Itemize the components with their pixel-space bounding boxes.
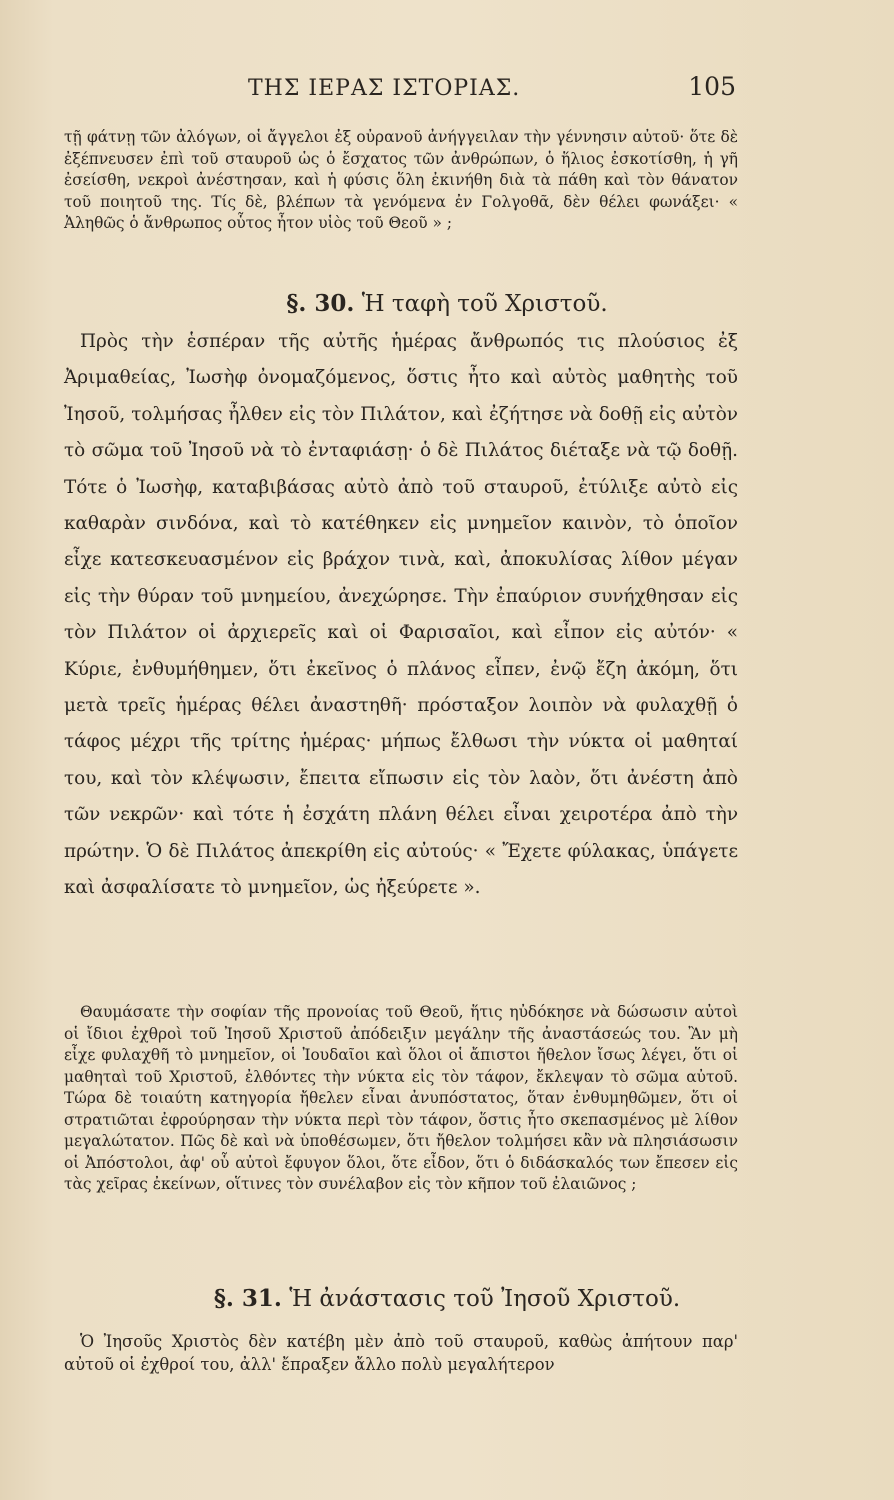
- section-30-title: Ἡ ταφὴ τοῦ Χριστοῦ.: [361, 291, 608, 317]
- section-31-number: §. 31.: [213, 1285, 282, 1312]
- section-30-note-block: [64, 1002, 738, 1196]
- section-31-body-block: [64, 1330, 738, 1376]
- page-number: 105: [688, 72, 736, 101]
- section-30-body-block: [64, 324, 738, 907]
- top-paragraph-block: [64, 127, 738, 235]
- top-paragraph: τῇ φάτνῃ τῶν ἀλόγων, οἱ ἄγγελοι ἐξ οὐρανοῦ ἀνήγγειλαν τὴν γέννησιν αὐτοῦ· ὅτε δὲ ἐξέπνευσεν ἐπὶ τοῦ σταυροῦ ὡς ὁ ἔσχατος τῶν ἀνθρώπων, ὁ ἥλιος ἐσκοτίσθη, ἡ γῆ ἐσείσθη, νεκροὶ ἀνέστησαν, καὶ ἡ φύσις ὅλη ἐκινήθη διὰ τὰ πάθη καὶ τὸν θάνατον τοῦ ποιητοῦ της. Τίς δὲ, βλέπων τὰ γενόμενα ἐν Γολγοθᾶ, δὲν θέλει φωνάξει· « Ἀληθῶς ὁ ἄνθρωπος οὗτος ἦτον υἱὸς τοῦ Θεοῦ » ;: [64, 128, 738, 232]
- section-31-body: Ὁ Ἰησοῦς Χριστὸς δὲν κατέβη μὲν ἀπὸ τοῦ σταυροῦ, καθὼς ἀπήτουν παρ' αὐτοῦ οἱ ἐχθροί του, ἀλλ' ἔπραξεν ἄλλο πολὺ μεγαλήτερον: [64, 1332, 738, 1374]
- page-header: [0, 72, 894, 110]
- section-30-note: Θαυμάσατε τὴν σοφίαν τῆς προνοίας τοῦ Θεοῦ, ἥτις ηὐδόκησε νὰ δώσωσιν αὐτοὶ οἱ ἴδιοι ἐχθροὶ τοῦ Ἰησοῦ Χριστοῦ ἀπόδειξιν μεγάλην τῆς ἀναστάσεώς του. Ἂν μὴ εἶχε φυλαχθῆ τὸ μνημεῖον, οἱ Ἰουδαῖοι καὶ ὅλοι οἱ ἄπιστοι ἤθελον ἴσως λέγει, ὅτι οἱ μαθηταὶ τοῦ Χριστοῦ, ἐλθόντες τὴν νύκτα εἰς τὸν τάφον, ἔκλεψαν τὸ σῶμα αὐτοῦ. Τώρα δὲ τοιαύτη κατηγορία ἤθελεν εἶναι ἀνυπόστατος, ὅταν ἐνθυμηθῶμεν, ὅτι οἱ στρατιῶται ἐφρούρησαν τὴν νύκτα περὶ τὸν τάφον, ὅστις ἦτο σκεπασμένος μὲ λίθον μεγαλώτατον. Πῶς δὲ καὶ νὰ ὑποθέσωμεν, ὅτι ἤθελον τολμήσει κἂν νὰ πλησιάσωσιν οἱ Ἀπόστολοι, ἀφ' οὗ αὐτοὶ ἔφυγον ὅλοι, ὅτε εἶδον, ὅτι ὁ διδάσκαλός των ἔπεσεν εἰς τὰς χεῖρας ἐκείνων, οἵτινες τὸν συνέλαβον εἰς τὸν κῆπον τοῦ ἐλαιῶνος ;: [64, 1003, 738, 1193]
- section-31-title: Ἡ ἀνάστασις τοῦ Ἰησοῦ Χριστοῦ.: [289, 1286, 681, 1312]
- section-30-body: Πρὸς τὴν ἑσπέραν τῆς αὐτῆς ἡμέρας ἄνθρωπός τις πλούσιος ἐξ Ἀριμαθείας, Ἰωσὴφ ὀνομαζόμενος, ὅστις ἦτο καὶ αὐτὸς μαθητὴς τοῦ Ἰησοῦ, τολμήσας ἦλθεν εἰς τὸν Πιλάτον, καὶ ἐζήτησε νὰ δοθῇ εἰς αὐτὸν τὸ σῶμα τοῦ Ἰησοῦ νὰ τὸ ἐνταφιάσῃ· ὁ δὲ Πιλάτος διέταξε νὰ τῷ δοθῇ. Τότε ὁ Ἰωσὴφ, καταβιβάσας αὐτὸ ἀπὸ τοῦ σταυροῦ, ἐτύλιξε αὐτὸ εἰς καθαρὰν σινδόνα, καὶ τὸ κατέθηκεν εἰς μνημεῖον καινὸν, τὸ ὁποῖον εἶχε κατεσκευασμένον εἰς βράχον τινὰ, καὶ, ἀποκυλίσας λίθον μέγαν εἰς τὴν θύραν τοῦ μνημείου, ἀνεχώρησε. Τὴν ἐπαύριον συνήχθησαν εἰς τὸν Πιλάτον οἱ ἀρχιερεῖς καὶ οἱ Φαρισαῖοι, καὶ εἶπον εἰς αὐτόν· « Κύριε, ἐνθυμήθημεν, ὅτι ἐκεῖνος ὁ πλάνος εἶπεν, ἐνῷ ἔζη ἀκόμη, ὅτι μετὰ τρεῖς ἡμέρας θέλει ἀναστηθῆ· πρόσταξον λοιπὸν νὰ φυλαχθῇ ὁ τάφος μέχρι τῆς τρίτης ἡμέρας· μήπως ἔλθωσι τὴν νύκτα οἱ μαθηταί του, καὶ τὸν κλέψωσιν, ἔπειτα εἴπωσιν εἰς τὸν λαὸν, ὅτι ἀνέστη ἀπὸ τῶν νεκρῶν· καὶ τότε ἡ ἐσχάτη πλάνη θέλει εἶναι χειροτέρα ἀπὸ τὴν πρώτην. Ὁ δὲ Πιλάτος ἀπεκρίθη εἰς αὐτούς· « Ἔχετε φύλακας, ὑπάγετε καὶ ἀσφαλίσατε τὸ μνημεῖον, ὡς ἠξεύρετε ».: [64, 331, 738, 899]
- section-30-number: §. 30.: [286, 290, 355, 317]
- section-30-heading: [0, 290, 894, 317]
- section-31-heading: [0, 1285, 894, 1312]
- running-title: ΤΗΣ ΙΕΡΑΣ ΙΣΤΟΡΙΑΣ.: [248, 76, 521, 101]
